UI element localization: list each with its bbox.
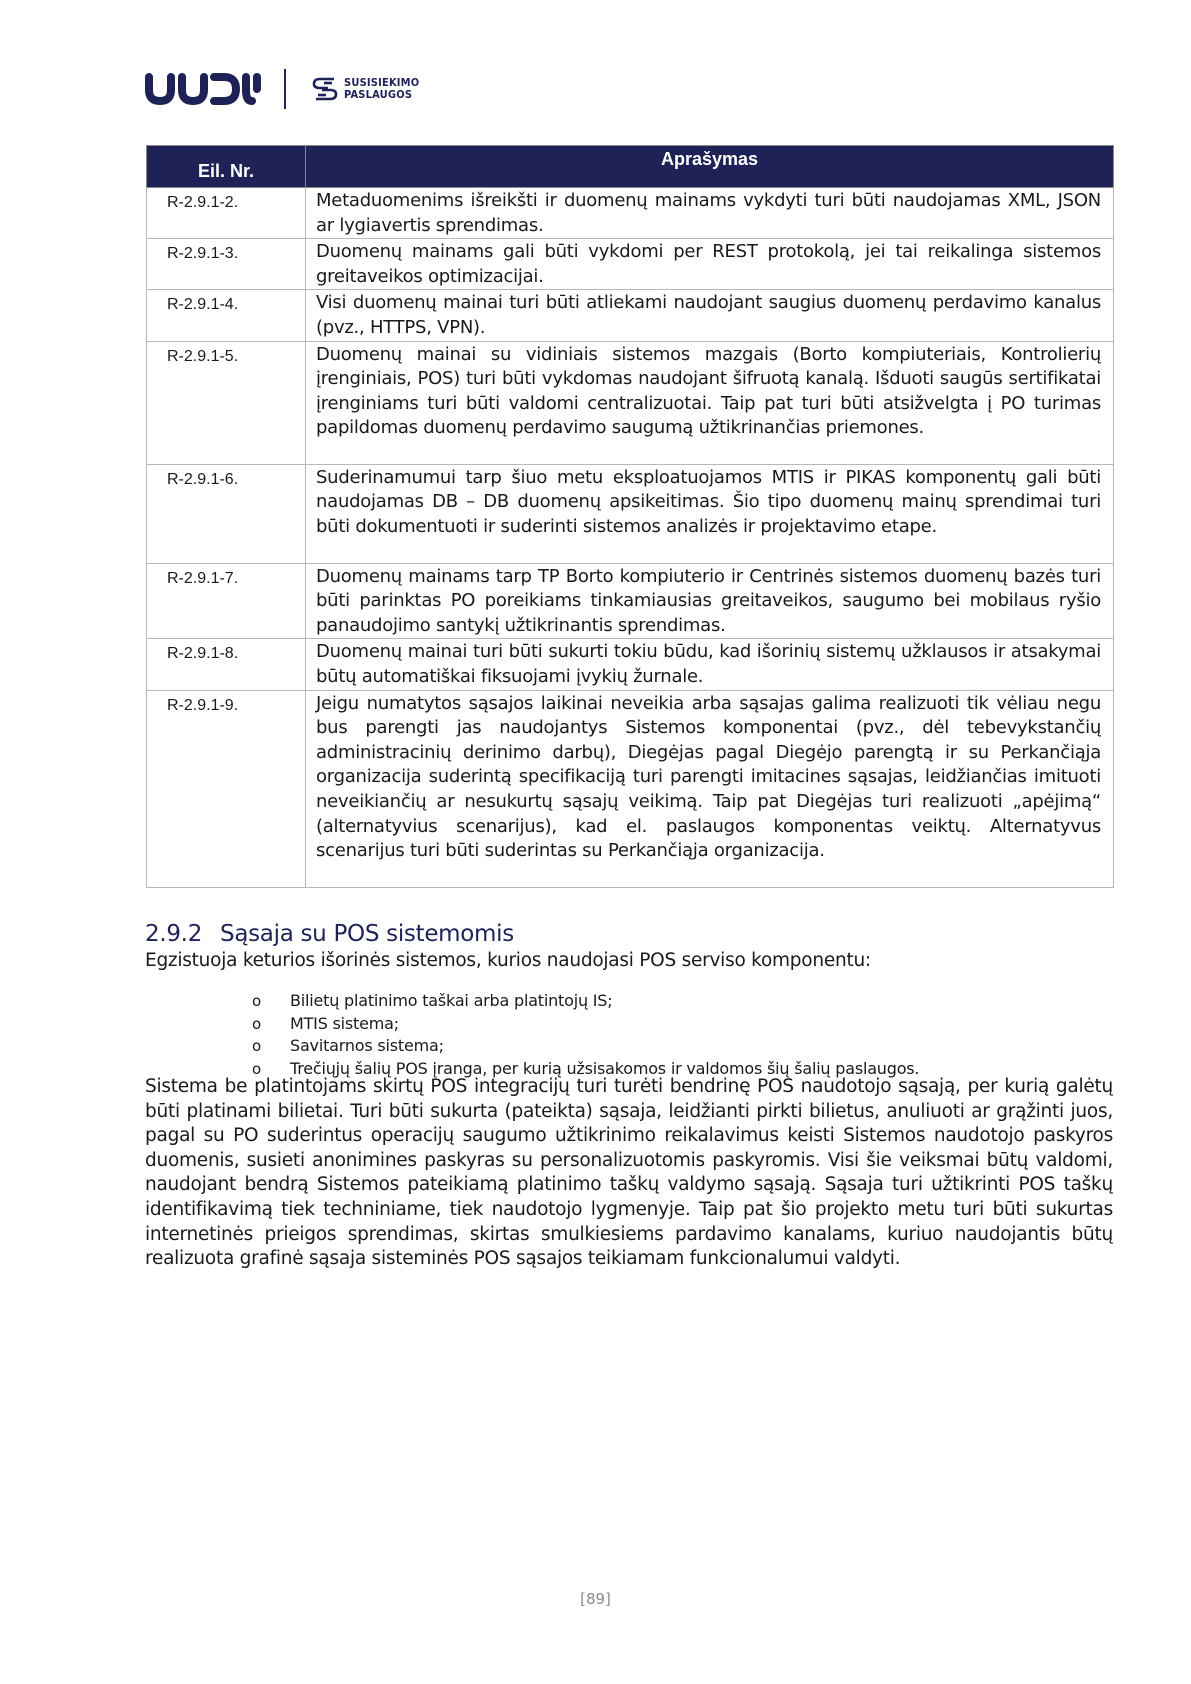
row-number: R-2.9.1-7. [147, 563, 306, 639]
table-row [147, 464, 1114, 563]
table-row [147, 639, 1114, 690]
row-description: Duomenų mainai su vidiniais sistemos mazgais (Borto kompiuteriais, Kontrolierių įrenginiais, POS) turi būti vykdomas naudojant šifruotą kanalą. Išduoti saugūs sertifikatai įrenginiams turi būti valdomi centralizuotai. Taip pat turi būti atsižvelgta į PO turimas papildomas duomenų perdavimo saugumą užtikrinančias priemones. [306, 341, 1114, 464]
section-title: Sąsaja su POS sistemomis [220, 921, 514, 947]
bullet-icon: o [252, 1037, 261, 1055]
ss-logo-mark [310, 76, 340, 102]
table-row [147, 563, 1114, 639]
row-number: R-2.9.1-6. [147, 464, 306, 563]
list-item [252, 1013, 1112, 1036]
susisiekimo-paslaugos-logo [310, 76, 419, 102]
row-description: Duomenų mainams tarp TP Borto kompiuterio ir Centrinės sistemos duomenų bazės turi būti parinktas PO poreikiams tinkamiausias greitaveikos, saugumo bei mobilaus ryšio panaudojimo santykį užtikrinantis sprendimas. [306, 563, 1114, 639]
row-number: R-2.9.1-2. [147, 188, 306, 239]
judu-logo-mark [144, 73, 262, 105]
table-header-row [147, 146, 1114, 188]
row-description: Metaduomenims išreikšti ir duomenų mainams vykdyti turi būti naudojamas XML, JSON ar lygiavertis sprendimas. [306, 188, 1114, 239]
row-number: R-2.9.1-4. [147, 290, 306, 341]
row-number: R-2.9.1-8. [147, 639, 306, 690]
list-item-text: Savitarnos sistema; [290, 1036, 444, 1055]
section-heading [145, 921, 514, 947]
ss-logo-line1: SUSISIEKIMO [344, 76, 420, 89]
page-number: [89] [580, 1590, 611, 1608]
section-intro: Egzistuoja keturios išorinės sistemos, kurios naudojasi POS serviso komponentu: [145, 950, 871, 971]
systems-list [252, 990, 1112, 1080]
requirements-table [146, 145, 1114, 888]
ss-logo-text [344, 77, 419, 101]
ss-logo-line2: PASLAUGOS [344, 88, 413, 101]
row-description: Jeigu numatytos sąsajos laikinai neveikia arba sąsajas galima realizuoti tik vėliau negu bus parengti jas naudojantys Sistemos komponentai (pvz., dėl tebevykstančių administracinių derinimo darbų), Diegėjas pagal Diegėjo parengtą ir su Perkančiąja organizacija suderintą specifikaciją turi parengti imitacines sąsajas, leidžiančias imituoti neveikiančių ar nesukurtų sąsajų veikimą. Taip pat Diegėjas turi realizuoti „apėjimą“ (alternatyvius scenarijus), kad el. paslaugos komponentas veiktų. Alternatyvus scenarijus turi būti suderintas su Perkančiąja organizacija. [306, 690, 1114, 887]
section-number: 2.9.2 [145, 921, 203, 947]
table-row [147, 239, 1114, 290]
row-description: Duomenų mainams gali būti vykdomi per REST protokolą, jei tai reikalinga sistemos greitaveikos optimizacijai. [306, 239, 1114, 290]
header-nr: Eil. Nr. [147, 146, 306, 188]
row-description: Visi duomenų mainai turi būti atliekami naudojant saugius duomenų perdavimo kanalus (pvz., HTTPS, VPN). [306, 290, 1114, 341]
row-description: Duomenų mainai turi būti sukurti tokiu būdu, kad išorinių sistemų užklausos ir atsakymai būtų automatiškai fiksuojami įvykių žurnale. [306, 639, 1114, 690]
row-number: R-2.9.1-9. [147, 690, 306, 887]
header-description: Aprašymas [306, 146, 1114, 188]
table-row [147, 341, 1114, 464]
list-item [252, 990, 1112, 1013]
bullet-icon: o [252, 1059, 261, 1078]
list-item-text: MTIS sistema; [290, 1013, 399, 1033]
row-number: R-2.9.1-3. [147, 239, 306, 290]
bullet-icon: o [252, 1014, 261, 1033]
table-row [147, 188, 1114, 239]
section-paragraph: Sistema be platintojams skirtų POS integracijų turi turėti bendrinę POS naudotojo sąsają, per kurią galėtų būti platinami bilietai. Turi būti sukurta (pateikta) sąsaja, leidžianti pirkti bilietus, anuliuoti ar grąžinti juos, pagal su PO suderintus operacijų saugumo užtikrinimo reikalavimus keisti Sistemos naudotojo paskyros duomenis, susieti anonimines paskyras su personalizuotomis paskyromis. Visi šie veiksmai būtų valdomi, naudojant bendrą Sistemos pateikiamą platinimo taškų valdymo sąsają. Sąsaja turi užtikrinti POS taškų identifikavimą tiek techniniame, tiek naudotojo lygmenyje. Taip pat šio projekto metu turi būti sukurtas internetinės prieigos sprendimas, skirtas smulkiesiems pardavimo kanalams, kuriuo naudojantis būtų realizuota grafinė sąsaja sisteminės POS sąsajos teikiamam funkcionalumui valdyti. [145, 1076, 1113, 1270]
header-logos [144, 64, 419, 114]
bullet-icon: o [252, 992, 261, 1010]
logo-divider [284, 69, 286, 109]
list-item [252, 1035, 1112, 1058]
judu-logo [144, 73, 262, 105]
list-item-text: Bilietų platinimo taškai arba platintojų IS; [290, 991, 613, 1010]
row-description: Suderinamumui tarp šiuo metu eksploatuojamos MTIS ir PIKAS komponentų gali būti naudojamas DB – DB duomenų apsikeitimas. Šio tipo duomenų mainų sprendimai turi būti dokumentuoti ir suderinti sistemos analizės ir projektavimo etape. [306, 464, 1114, 563]
table-row [147, 290, 1114, 341]
row-number: R-2.9.1-5. [147, 341, 306, 464]
list-item-text: Trečiųjų šalių POS įranga, per kurią užsisakomos ir valdomos šių šalių paslaugos. [290, 1058, 920, 1078]
table-row [147, 690, 1114, 887]
